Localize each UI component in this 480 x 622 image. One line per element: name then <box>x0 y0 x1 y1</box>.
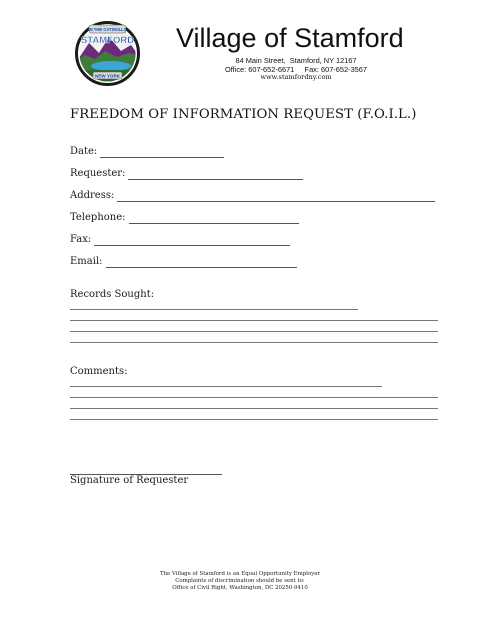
email-label: Email: <box>70 256 103 267</box>
logo-top-text: IN THE CATSKILLS <box>88 27 127 32</box>
form-heading: FREEDOM OF INFORMATION REQUEST (F.O.I.L.) <box>70 107 417 122</box>
requester-field <box>70 168 303 180</box>
phone-fax-line: Office: 607-652-6671 Fax: 607-652-3567 <box>224 65 368 74</box>
records-line-1[interactable] <box>70 309 358 310</box>
address-label: Address: <box>70 190 115 201</box>
records-sought-label: Records Sought: <box>70 289 155 300</box>
logo-bottom-text: NEW YORK <box>94 73 121 79</box>
requester-label: Requester: <box>70 168 126 179</box>
fax-input-line[interactable] <box>94 236 290 246</box>
footer-line-2: Complaints of discrimination should be sent to: <box>175 578 305 584</box>
logo-name-text: STAMFORD <box>80 35 135 46</box>
requester-input-line[interactable] <box>128 170 303 180</box>
date-field <box>70 146 224 158</box>
footer-line-1: The Village of Stamford is an Equal Opportunity Employer <box>160 571 320 577</box>
address-block <box>176 56 416 74</box>
records-line-2[interactable] <box>70 320 438 321</box>
telephone-input-line[interactable] <box>129 214 299 224</box>
signature-label: Signature of Requester <box>70 475 189 486</box>
comments-line-4[interactable] <box>70 419 438 420</box>
telephone-field <box>70 212 299 224</box>
footer-line-3: Office of Civil Right, Washington, DC 20250-9410 <box>172 585 308 591</box>
email-field <box>70 256 297 268</box>
telephone-label: Telephone: <box>70 212 126 223</box>
date-label: Date: <box>70 146 98 157</box>
comments-line-3[interactable] <box>70 408 438 409</box>
fax-field <box>70 234 290 246</box>
village-title: Village of Stamford <box>176 23 404 53</box>
comments-line-1[interactable] <box>70 386 382 387</box>
comments-line-2[interactable] <box>70 397 438 398</box>
records-line-4[interactable] <box>70 342 438 343</box>
fax-label: Fax: <box>70 234 92 245</box>
email-input-line[interactable] <box>106 258 297 268</box>
street-address: 84 Main Street, Stamford, NY 12167 <box>235 56 357 65</box>
date-input-line[interactable] <box>100 148 224 158</box>
village-logo <box>75 21 140 86</box>
address-field <box>70 190 435 202</box>
website-url: www.stamfordny.com <box>260 73 332 81</box>
comments-label: Comments: <box>70 366 128 377</box>
address-input-line[interactable] <box>117 192 435 202</box>
records-line-3[interactable] <box>70 331 438 332</box>
